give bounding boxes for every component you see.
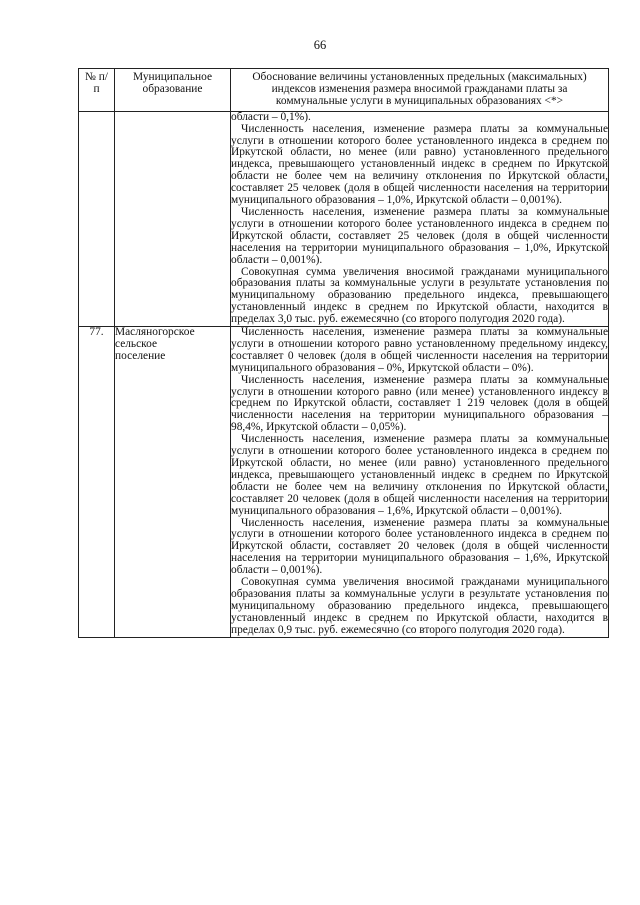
justification-paragraph: Численность населения, изменение размера платы за коммунальные услуги в отношении которого более установленного индекса в среднем по Иркутской области, составляет 20 человек (доля в общей численности населения на территории муниципального образования – 1,6%, Иркутской области – 0,001%). (231, 516, 608, 577)
row-number-cell (79, 111, 115, 326)
header-justification-text: Обоснование величины установленных предельных (максимальных) индексов изменения размера вносимой гражданами платы за коммунальные услуги в муниципальных образованиях <*> (252, 71, 587, 107)
justification-paragraph: Численность населения, изменение размера платы за коммунальные услуги в отношении которого более установленного индекса в среднем по Иркутской области, составляет 25 человек (доля в общей численности населения на территории муниципального образования – 1,0%, Иркутской области – 0,001%). (231, 205, 608, 266)
municipality-name-line: Масляногорское (115, 326, 195, 339)
justification-paragraph: Совокупная сумма увеличения вносимой гражданами муниципального образования платы за коммунальные услуги в результате установления по муниципальному образованию предельного индекса, превышающего установленный индекс в среднем по Иркутской области, находится в пределах 0,9 тыс. руб. ежемесячно (со второго полугодия 2020 года). (231, 576, 608, 636)
row-number-cell: 77. (79, 327, 115, 638)
table-header-row (79, 69, 609, 112)
header-municipality (115, 69, 231, 112)
municipality-name-line: поселение (115, 349, 166, 362)
justification-paragraph: Численность населения, изменение размера платы за коммунальные услуги в отношении которого более установленного индекса в среднем по Иркутской области, но менее (или равно) установленного предельного индекса, превышающего установленный индекс в среднем по Иркутской области не более чем на величину отклонения по Иркутской области, составляет 25 человек (доля в общей численности населения на территории муниципального образования – 1,0%, Иркутской области – 0,001%). (231, 122, 608, 207)
justification-paragraph: области – 0,1%). (231, 110, 311, 123)
header-number (79, 69, 115, 112)
table-row (79, 111, 609, 326)
justification-paragraph: Численность населения, изменение размера платы за коммунальные услуги в отношении которого равно установленному предельному индексу, составляет 0 человек (доля в общей численности населения на территории муниципального образования – 0%, Иркутской области – 0%). (231, 326, 608, 374)
row-municipality-cell (115, 111, 231, 326)
justification-paragraph: Численность населения, изменение размера платы за коммунальные услуги в отношении которого более установленного индекса в среднем по Иркутской области, но менее (или равно) установленного предельного индекса, превышающего установленный индекс в среднем по Иркутской области не более чем на величину отклонения по Иркутской области, составляет 20 человек (доля в общей численности населения на территории муниципального образования – 1,6%, Иркутской области – 0,001%). (231, 433, 608, 517)
justification-paragraph: Численность населения, изменение размера платы за коммунальные услуги в отношении которого равно (или менее) установленного индексу в среднем по Иркутской области, составляет 1 219 человек (доля в общей численности населения на территории муниципального образования – 98,4%, Иркутской области – 0,05%). (231, 373, 608, 434)
header-number-text: № п/п (85, 71, 108, 95)
header-municipality-text: Муниципальное образование (132, 71, 213, 95)
table-row (79, 327, 609, 638)
justification-paragraph: Совокупная сумма увеличения вносимой гражданами муниципального образования платы за коммунальные услуги в результате установления по муниципальному образованию предельного индекса, превышающего установленный индекс в среднем по Иркутской области, находится в пределах 3,0 тыс. руб. ежемесячно (со второго полугодия 2020 года). (231, 265, 608, 326)
page-number: 66 (313, 38, 327, 52)
row-municipality-cell (115, 327, 231, 638)
justification-table (78, 68, 609, 638)
header-justification (231, 69, 609, 112)
municipality-name-line: сельское (115, 337, 158, 350)
row-justification-cell (231, 327, 609, 638)
row-justification-cell (231, 111, 609, 326)
